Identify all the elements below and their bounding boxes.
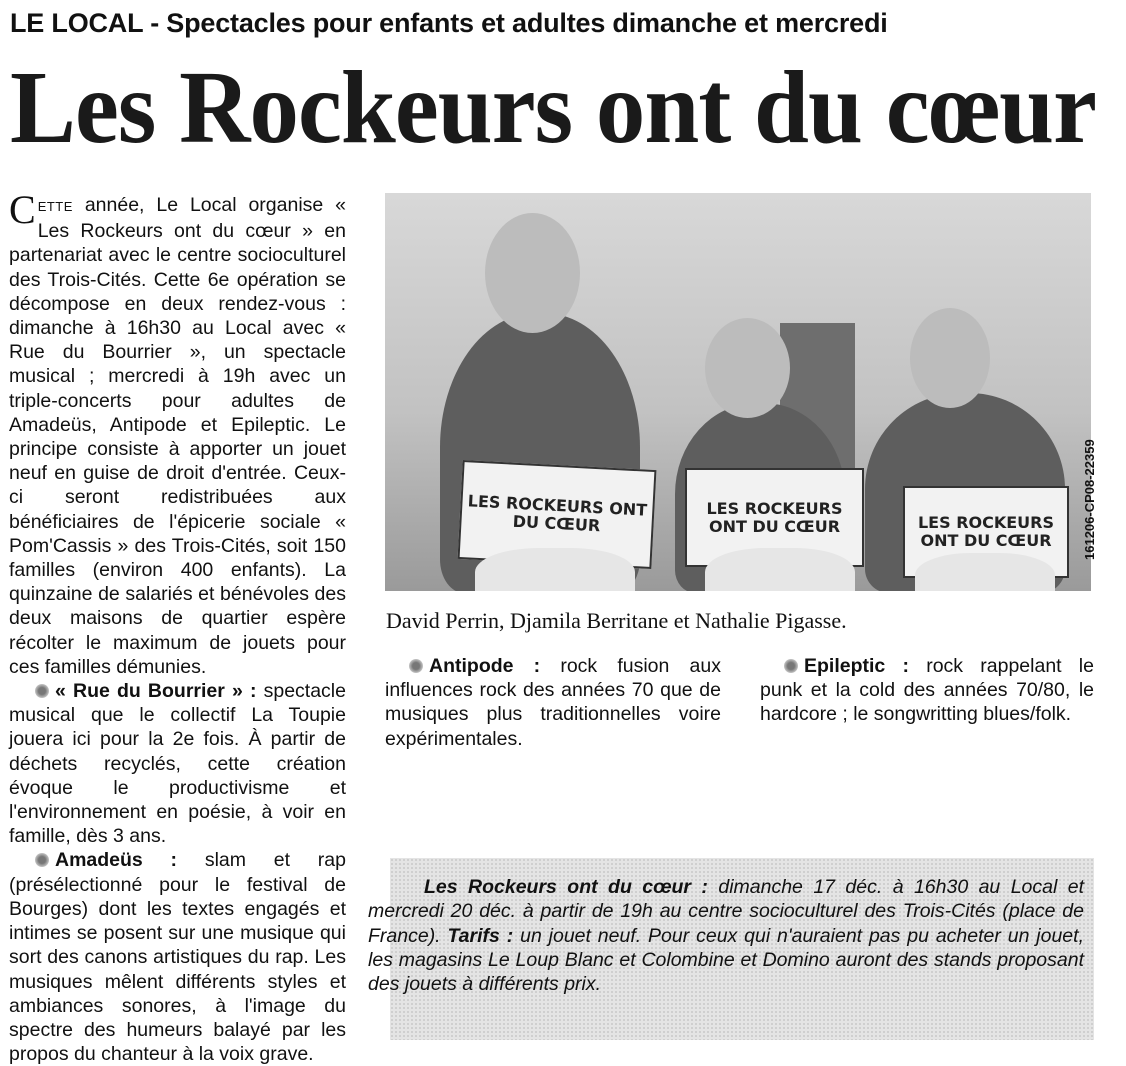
photo-reference: 161206-CP08-22359 (1082, 439, 1097, 560)
text-column-3 (760, 654, 1094, 727)
bullet-icon (784, 659, 798, 673)
antipode-text: rock fusion aux influences rock des années 70 que de musiques plus traditionnelles voire expérimentales. (385, 655, 721, 750)
kicker-subtitle: - Spectacles pour enfants et adultes dimanche et mercredi (142, 8, 888, 38)
poster-left: LES ROCKEURS ONT DU CŒUR (458, 460, 657, 569)
poster-middle: LES ROCKEURS ONT DU CŒUR (685, 468, 864, 567)
article-kicker (10, 8, 1110, 39)
bullet-icon (35, 853, 49, 867)
practical-info-text (368, 875, 1084, 996)
article-photo (385, 193, 1091, 591)
gift-bag-left (475, 548, 635, 591)
intro-paragraph (9, 187, 346, 679)
intro-text: année, Le Local organise « Les Rockeurs ont du cœur » en partenariat avec le centre socioculturel des Trois-Cités. Cette 6e opération se décompose en deux rendez-vous : dimanche à 16h30 au Local avec « Rue du Bourrier », un spectacle musical ; mercredi à 19h avec un triple-concerts pour adultes de Amadeüs, Antipode et Epileptic. Le principe consiste à apporter un jouet neuf en guise de droit d'entrée. Ceux-ci seront redistribuées aux bénéficiaires de l'épicerie sociale « Pom'Cassis » des Trois-Cités, soit 150 familles (environ 400 enfants). La quinzaine de salariés et bénévoles des deux maisons de quartier espère récolter le maximum de jouets pour ces familles démunies. (9, 194, 346, 678)
kicker-section: LE LOCAL (10, 8, 143, 38)
info-tarifs: un jouet neuf. Pour ceux qui n'auraient pas pu acheter un jouet, les magasins Le Loup Blanc et Colombine et Domino auront des stands proposant des jouets à différents prix. (368, 924, 1084, 996)
epileptic-text: rock rappelant le punk et la cold des années 70/80, le hardcore ; le songwritting blues/folk. (760, 655, 1094, 726)
person-david-head (485, 213, 580, 333)
epileptic-entry (760, 654, 1094, 727)
rue-du-bourrier-entry (9, 679, 346, 848)
text-column-2 (385, 654, 721, 751)
rue-du-bourrier-text: spectacle musical que le collectif La Toupie jouera ici pour la 2e fois. À partir de déchets recyclés, cette création évoque le productivisme et l'environnement en poésie, à voir en famille, dès 3 ans. (9, 680, 346, 848)
bullet-icon (409, 659, 423, 673)
person-djamila-head (705, 318, 790, 418)
info-schedule: dimanche 17 déc. à 16h30 au Local et mercredi 20 déc. à partir de 19h au centre socioculturel des Trois-Cités (place de France). (368, 876, 1084, 947)
amadeus-term: Amadeüs : (55, 849, 178, 872)
drop-cap: C (9, 187, 36, 232)
info-term: Les Rockeurs ont du cœur : (424, 876, 708, 898)
antipode-term: Antipode : (429, 655, 541, 677)
small-caps-word: ETTE (37, 199, 73, 214)
poster-right: LES ROCKEURS ONT DU CŒUR (903, 486, 1069, 578)
gift-bag-right (915, 553, 1055, 591)
bullet-icon (35, 684, 49, 698)
text-column-1 (9, 187, 346, 1066)
amadeus-text: slam et rap (présélectionné pour le festival de Bourges) dont les textes engagés et intimes se posent sur une musique qui sort des canons artistiques du rap. Les musiques mêlent différents styles et ambiances sonores, à l'image du spectre des humeurs balayé par les propos du chanteur à la voix grave. (9, 849, 346, 1066)
antipode-entry (385, 654, 721, 751)
amadeus-entry (9, 848, 346, 1066)
rue-du-bourrier-term: « Rue du Bourrier » : (55, 680, 257, 703)
gift-bag-middle (705, 548, 855, 591)
article-headline: Les Rockeurs ont du cœur (10, 50, 1096, 165)
tarifs-term: Tarifs : (447, 924, 514, 947)
epileptic-term: Epileptic : (804, 655, 909, 677)
person-nathalie-head (910, 308, 990, 408)
photo-caption: David Perrin, Djamila Berritane et Nathalie Pigasse. (386, 608, 847, 633)
